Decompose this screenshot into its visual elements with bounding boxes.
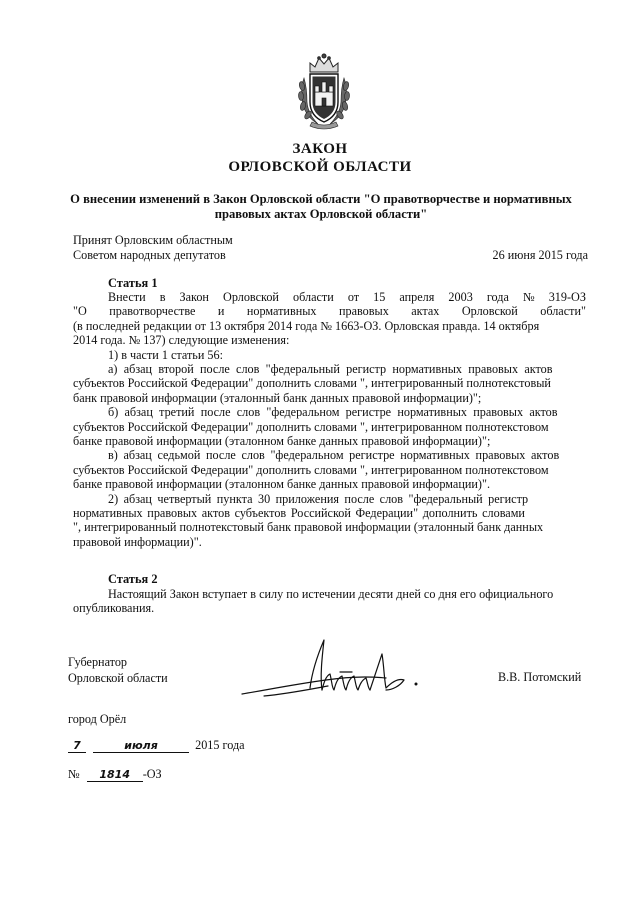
intro-word: нормативных <box>246 304 317 319</box>
intro-word: № <box>522 290 535 304</box>
article-1-intro-line <box>73 304 586 318</box>
intro-word: 2003 <box>448 290 473 304</box>
intro-word: области" <box>540 304 586 319</box>
intro-word: 319-ОЗ <box>548 290 586 304</box>
amendment-v-line: банке правовой информации (эталонном банке данных правовой информации)". <box>73 477 490 492</box>
intro-word: правовых <box>338 304 389 319</box>
intro-word: и <box>217 304 225 319</box>
signer-name: В.В. Потомский <box>498 670 582 684</box>
adoption-line: Принят Орловским областным <box>73 233 233 247</box>
intro-word: Орловской <box>223 290 279 304</box>
intro-word: правотворчестве <box>109 304 196 319</box>
article-2-line: Настоящий Закон вступает в силу по истечении десяти дней со дня его официального <box>108 587 554 601</box>
amendment-item-2-line: нормативных правовых актов субъектов Российской Федерации" дополнить словами <box>73 505 525 520</box>
intro-word: в <box>159 290 166 304</box>
amendment-item-2-line: ", интегрированный полнотекстовый банк правовой информации (эталонный банк данных <box>73 520 544 535</box>
amendment-v-line: в) абзац седьмой после слов "федеральном регистре нормативных правовых актов <box>108 448 560 463</box>
signer-position <box>68 654 168 686</box>
article-1-intro-line <box>73 290 586 304</box>
intro-word: Закон <box>179 290 209 304</box>
adoption-date: 26 июня 2015 года <box>492 248 588 262</box>
date-year-text: 2015 года <box>195 738 245 752</box>
intro-word: от <box>347 290 360 304</box>
intro-word: "О <box>73 304 87 319</box>
amendment-b-line: субъектов Российской Федерации" дополнить словами ", интегрированном полнотекстовом <box>73 419 549 434</box>
article-1-body <box>73 290 586 549</box>
adoption-body <box>73 233 233 263</box>
document-type-title: ЗАКОН <box>292 141 348 157</box>
amendment-item-1: 1) в части 1 статьи 56: <box>108 347 223 362</box>
amendment-a-line: банк правовой информации (эталонный банк данных правовой информации)"; <box>73 390 482 405</box>
amendment-v-line: субъектов Российской Федерации" дополнить словами ", интегрированном полнотекстовом <box>73 462 549 477</box>
article-2-heading: Статья 2 <box>108 572 158 586</box>
amendment-item-2-line: правовой информации)". <box>73 534 202 549</box>
signer-position-line: Орловской области <box>68 671 168 685</box>
intro-word: Внести <box>108 290 146 304</box>
place-of-signing: город Орёл <box>68 712 127 726</box>
article-1-heading: Статья 1 <box>108 276 158 290</box>
intro-word: актах <box>411 304 440 319</box>
signer-position-line: Губернатор <box>68 655 128 669</box>
signing-date <box>68 738 245 753</box>
article-2-body <box>73 587 586 616</box>
coat-of-arms-emblem <box>296 52 352 132</box>
subtitle-line: О внесении изменений в Закон Орловской области "О правотворчестве и нормативных <box>70 192 572 206</box>
article-1-intro-line: 2014 года. № 137) следующие изменения: <box>73 333 290 348</box>
law-subject-heading <box>68 192 574 222</box>
amendment-a-line: субъектов Российской Федерации" дополнить словами ", интегрированный полнотекстовый <box>73 376 551 391</box>
date-day-field: 7 <box>68 740 86 753</box>
intro-word: апреля <box>399 290 435 304</box>
intro-word: 15 <box>373 290 386 304</box>
law-number-field: 1814 <box>87 769 143 782</box>
intro-word: Орловской <box>461 304 518 319</box>
amendment-item-2-line: 2) абзац четвертый пункта 30 приложения после слов "федеральный регистр <box>108 491 529 506</box>
document-issuer-title: ОРЛОВСКОЙ ОБЛАСТИ <box>228 159 412 175</box>
number-sign: № <box>68 767 80 781</box>
law-number <box>68 767 162 782</box>
law-number-suffix: -ОЗ <box>142 767 162 781</box>
amendment-b-line: б) абзац третий после слов "федеральном регистре нормативных правовых актов <box>108 405 558 420</box>
article-2-line: опубликования. <box>73 601 155 616</box>
intro-word: года <box>486 290 509 304</box>
subtitle-line: правовых актах Орловской области" <box>214 207 428 221</box>
date-month-field: июля <box>93 740 189 753</box>
amendment-a-line: а) абзац второй после слов "федеральный регистр нормативных правовых актов <box>108 361 553 376</box>
adoption-line: Советом народных депутатов <box>73 248 226 262</box>
intro-word: области <box>293 290 334 304</box>
amendment-b-line: банке правовой информации (эталонном банке данных правовой информации)"; <box>73 433 491 448</box>
handwritten-signature <box>236 632 426 712</box>
article-1-intro-line: (в последней редакции от 13 октября 2014 года № 1663-ОЗ. Орловская правда. 14 октября <box>73 318 540 333</box>
